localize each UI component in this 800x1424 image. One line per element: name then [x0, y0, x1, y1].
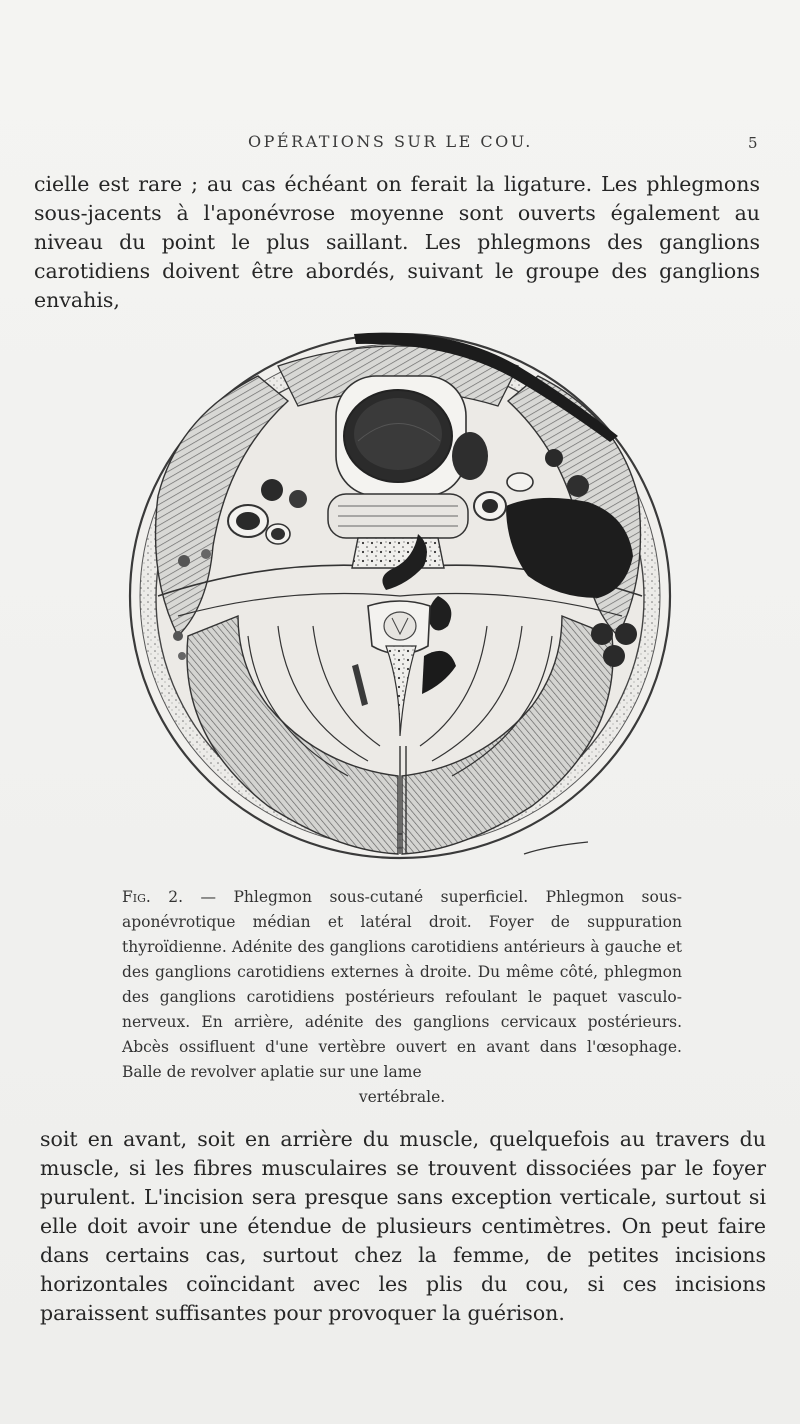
figure-caption: [122, 885, 682, 1110]
caption-label: Fig. 2.: [122, 888, 184, 906]
running-head: [0, 132, 800, 156]
body-paragraph-bottom: soit en avant, soit en arrière du muscle, quelquefois au travers du muscle, si les fibres musculaires se trouvent dissociées par le foyer purulent. L'incision sera presque sans exception verticale, surtout si elle doit avoir une étendue de plusieurs centimètres. On peut faire dans certains cas, surtout chez la femme, de petites incisions horizontales coïncidant avec les plis du cou, si ces incisions paraissent suffisantes pour provoquer la guérison.: [40, 1127, 766, 1325]
body-paragraph-top: cielle est rare ; au cas échéant on ferait la ligature. Les phlegmons sous-jacents à l'aponévrose moyenne sont ouverts également au niveau du point le plus saillant. Les phlegmons des ganglions carotidiens doivent être abordés, suivant le groupe des ganglions envahis,: [34, 172, 760, 312]
running-title: OPÉRATIONS SUR LE COU.: [248, 132, 533, 151]
neck-cross-section-illustration: [118, 306, 678, 872]
page-number: 5: [748, 134, 758, 152]
caption-last-line: vertébrale.: [358, 1088, 446, 1106]
caption-text: — Phlegmon sous-cutané superficiel. Phlegmon sous-aponévrotique médian et latéral droit. Foyer de suppuration thyroïdienne. Adénite des ganglions carotidiens antérieurs à gauche et des ganglions carotidiens externes à droite. Du même côté, phlegmon des ganglions carotidiens postérieurs refoulant le paquet vasculo-nerveux. En arrière, adénite des ganglions cervicaux postérieurs. Abcès ossifluent d'une vertèbre ouvert en avant dans l'œsophage. Balle de revolver aplatie sur une lame: [122, 888, 683, 1081]
